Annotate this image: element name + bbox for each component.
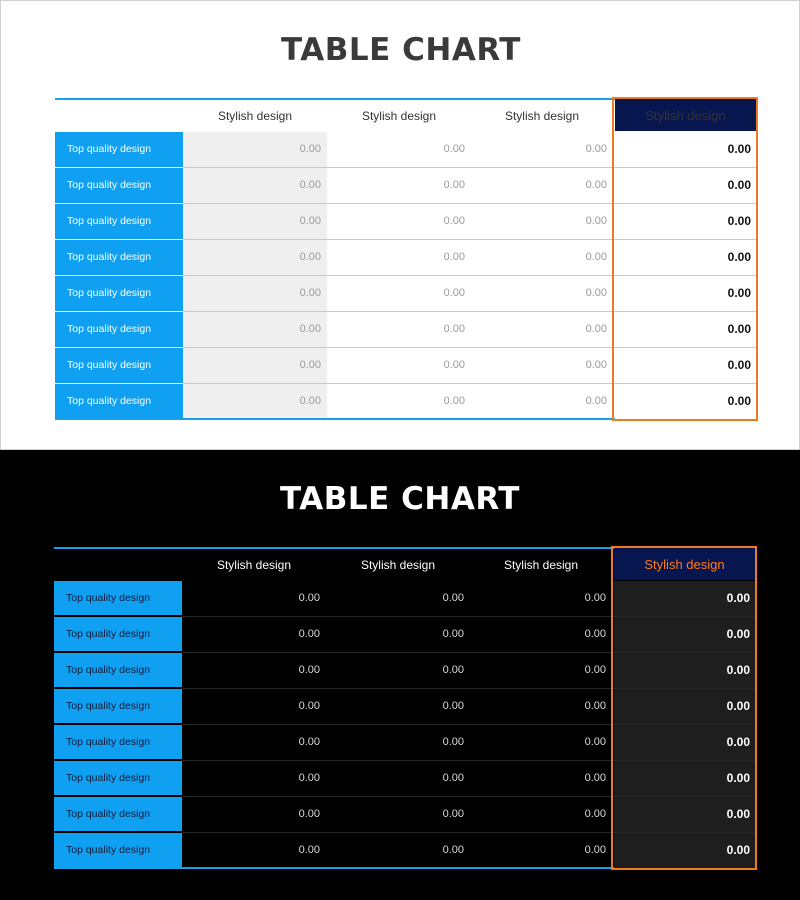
table-row — [54, 689, 756, 725]
column-header: Stylish design — [361, 109, 437, 123]
value-cell: 0.00 — [584, 628, 606, 640]
value-cell: 0.00 — [584, 772, 606, 784]
value-cell: 0.00 — [443, 251, 465, 263]
value-cell: 0.00 — [183, 312, 327, 347]
row-label: Top quality design — [55, 204, 183, 239]
highlight-value-cell: 0.00 — [614, 653, 755, 688]
value-cell: 0.00 — [443, 395, 465, 407]
dark-table-panel — [0, 450, 800, 900]
row-label: Top quality design — [54, 581, 182, 616]
row-label: Top quality design — [54, 653, 182, 688]
table-row — [55, 240, 757, 276]
value-cell: 0.00 — [585, 287, 607, 299]
value-cell: 0.00 — [442, 808, 464, 820]
column-header: Stylish design — [504, 109, 580, 123]
value-cell: 0.00 — [585, 251, 607, 263]
value-cell: 0.00 — [442, 736, 464, 748]
highlight-value-cell: 0.00 — [614, 833, 755, 868]
value-cell: 0.00 — [298, 736, 320, 748]
table-bottom-rule — [55, 418, 615, 420]
chart-title: TABLE CHART — [281, 32, 521, 68]
value-cell: 0.00 — [584, 844, 606, 856]
column-separator — [611, 581, 613, 869]
highlight-value-cell: 0.00 — [615, 132, 756, 167]
value-cell: 0.00 — [442, 772, 464, 784]
highlight-value-cell: 0.00 — [615, 276, 756, 311]
column-header: Stylish design — [503, 558, 579, 572]
value-cell: 0.00 — [584, 592, 606, 604]
table-row — [54, 653, 756, 689]
table-row — [55, 348, 757, 384]
value-cell: 0.00 — [183, 204, 327, 239]
row-label: Top quality design — [55, 240, 183, 275]
value-cell: 0.00 — [442, 844, 464, 856]
row-label: Top quality design — [54, 725, 182, 760]
highlight-value-cell: 0.00 — [615, 240, 756, 275]
highlight-value-cell: 0.00 — [614, 725, 755, 760]
table-row — [54, 761, 756, 797]
value-cell: 0.00 — [584, 664, 606, 676]
table-chart — [55, 98, 757, 421]
table-row — [55, 168, 757, 204]
value-cell: 0.00 — [584, 700, 606, 712]
row-label: Top quality design — [55, 384, 183, 419]
table-row — [54, 797, 756, 833]
row-label: Top quality design — [55, 312, 183, 347]
highlight-value-cell: 0.00 — [614, 761, 755, 796]
value-cell: 0.00 — [298, 592, 320, 604]
row-label: Top quality design — [54, 833, 182, 868]
value-cell: 0.00 — [585, 395, 607, 407]
row-label: Top quality design — [55, 276, 183, 311]
row-label: Top quality design — [54, 617, 182, 652]
row-label: Top quality design — [55, 348, 183, 383]
value-cell: 0.00 — [584, 736, 606, 748]
highlight-value-cell: 0.00 — [614, 797, 755, 832]
highlight-value-cell: 0.00 — [615, 348, 756, 383]
highlight-value-cell: 0.00 — [614, 689, 755, 724]
table-row — [54, 833, 756, 869]
highlight-column-header: Stylish design — [614, 548, 755, 580]
column-header: Stylish design — [217, 109, 293, 123]
column-header: Stylish design — [216, 558, 292, 572]
value-cell: 0.00 — [585, 143, 607, 155]
column-separator — [612, 132, 614, 420]
value-cell: 0.00 — [183, 132, 327, 167]
value-cell: 0.00 — [584, 808, 606, 820]
highlight-column-header: Stylish design — [615, 99, 756, 131]
value-cell: 0.00 — [443, 215, 465, 227]
value-cell: 0.00 — [183, 276, 327, 311]
table-chart — [54, 547, 756, 870]
value-cell: 0.00 — [442, 664, 464, 676]
value-cell: 0.00 — [443, 143, 465, 155]
table-row — [55, 276, 757, 312]
row-label: Top quality design — [55, 168, 183, 203]
highlight-value-cell: 0.00 — [615, 384, 756, 419]
highlight-value-cell: 0.00 — [615, 312, 756, 347]
value-cell: 0.00 — [298, 628, 320, 640]
chart-title: TABLE CHART — [280, 481, 520, 517]
highlight-value-cell: 0.00 — [615, 204, 756, 239]
value-cell: 0.00 — [443, 287, 465, 299]
value-cell: 0.00 — [443, 323, 465, 335]
value-cell: 0.00 — [298, 664, 320, 676]
table-bottom-rule — [54, 867, 614, 869]
value-cell: 0.00 — [183, 240, 327, 275]
value-cell: 0.00 — [443, 179, 465, 191]
table-row — [55, 132, 757, 168]
value-cell: 0.00 — [183, 168, 327, 203]
highlight-value-cell: 0.00 — [615, 168, 756, 203]
value-cell: 0.00 — [585, 359, 607, 371]
value-cell: 0.00 — [585, 323, 607, 335]
value-cell: 0.00 — [298, 772, 320, 784]
highlight-value-cell: 0.00 — [614, 581, 755, 616]
value-cell: 0.00 — [585, 215, 607, 227]
value-cell: 0.00 — [442, 592, 464, 604]
table-row — [55, 204, 757, 240]
row-label: Top quality design — [54, 689, 182, 724]
value-cell: 0.00 — [183, 348, 327, 383]
value-cell: 0.00 — [298, 808, 320, 820]
table-row — [55, 312, 757, 348]
row-label: Top quality design — [54, 797, 182, 832]
highlight-value-cell: 0.00 — [614, 617, 755, 652]
table-row — [54, 581, 756, 617]
value-cell: 0.00 — [443, 359, 465, 371]
value-cell: 0.00 — [442, 628, 464, 640]
row-label: Top quality design — [54, 761, 182, 796]
table-row — [54, 617, 756, 653]
column-header: Stylish design — [360, 558, 436, 572]
value-cell: 0.00 — [442, 700, 464, 712]
value-cell: 0.00 — [298, 844, 320, 856]
value-cell: 0.00 — [298, 700, 320, 712]
table-row — [54, 725, 756, 761]
row-label: Top quality design — [55, 132, 183, 167]
value-cell: 0.00 — [585, 179, 607, 191]
table-row — [55, 384, 757, 420]
value-cell: 0.00 — [183, 384, 327, 419]
